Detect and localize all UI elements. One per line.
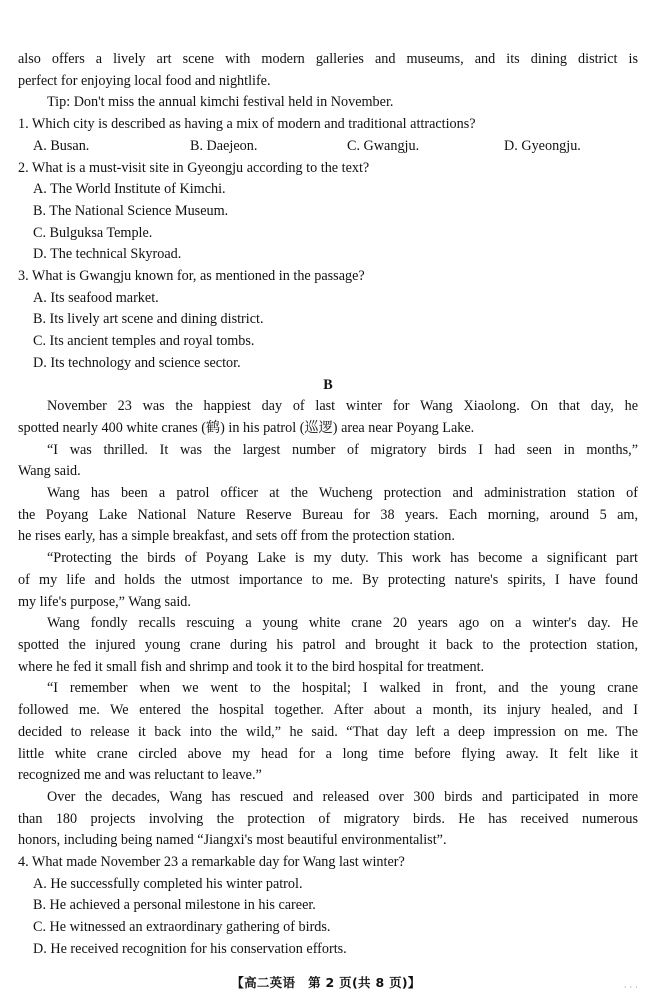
option-b: B. Its lively art scene and dining district. [33, 311, 264, 328]
passage-b-line: “I was thrilled. It was the largest number of migratory birds I had seen in months,” [47, 441, 638, 458]
question-2-stem: 2. What is a must-visit site in Gyeongju according to the text? [18, 159, 370, 176]
passage-b-line: recognized me and was reluctant to leave.” [18, 767, 262, 784]
passage-b-line: little white crane circled above my head for a long time before flying away. It felt like it [18, 745, 638, 762]
question-3-stem: 3. What is Gwangju known for, as mentioned in the passage? [18, 268, 365, 285]
option-c: C. He witnessed an extraordinary gathering of birds. [33, 919, 331, 936]
passage-b-line: my life's purpose,” Wang said. [18, 593, 191, 610]
tip-text: Tip: Don't miss the annual kimchi festival held in November. [47, 94, 394, 111]
passage-b-line: decided to release it back into the wild,” he said. “That day left a deep impression on me. The [18, 723, 638, 740]
option-c: C. Gwangju. [347, 137, 420, 154]
question-1-stem: 1. Which city is described as having a mix of modern and traditional attractions? [18, 116, 476, 133]
passage-b-line: of my life and holds the utmost importance to me. By protecting nature's spirits, I have found [18, 571, 638, 588]
exam-page [18, 49, 638, 961]
option-d: D. The technical Skyroad. [33, 246, 182, 263]
passage-b-line: Wang fondly recalls rescuing a young white crane 20 years ago on a winter's day. He [47, 615, 638, 632]
passage-b-line: Wang has been a patrol officer at the Wucheng protection and administration station of [47, 485, 638, 502]
passage-b-line: followed me. We entered the hospital together. After about a month, its injury healed, and I [18, 702, 638, 719]
option-b: B. The National Science Museum. [33, 202, 229, 219]
option-a: A. He successfully completed his winter patrol. [33, 875, 303, 892]
section-b-heading: B [323, 376, 333, 393]
passage-b-line: Wang said. [18, 463, 81, 480]
option-a: A. The World Institute of Kimchi. [33, 181, 226, 198]
option-c: C. Its ancient temples and royal tombs. [33, 333, 255, 350]
passage-b-line: “Protecting the birds of Poyang Lake is my duty. This work has become a significant part [47, 550, 638, 567]
option-d: D. Its technology and science sector. [33, 354, 241, 371]
option-d: D. Gyeongju. [504, 137, 581, 154]
question-1-options [18, 136, 638, 158]
passage-b-line: he rises early, has a simple breakfast, and sets off from the protection station. [18, 528, 455, 545]
option-c: C. Bulguksa Temple. [33, 224, 153, 241]
page-footer: 【高二英语 第 2 页(共 8 页)】 [231, 975, 421, 990]
passage-text-line: also offers a lively art scene with modern galleries and museums, and its dining district is [18, 51, 638, 67]
option-a: A. Its seafood market. [33, 289, 159, 306]
passage-b-line: November 23 was the happiest day of last winter for Wang Xiaolong. On that day, he [47, 398, 638, 415]
corner-mark: · · · [623, 983, 638, 993]
passage-b-line: spotted the injured young crane during his patrol and brought it back to the protection station, [18, 636, 638, 653]
passage-b-line: honors, including being named “Jiangxi's most beautiful environmentalist”. [18, 832, 447, 849]
question-4-stem: 4. What made November 23 a remarkable day for Wang last winter? [18, 854, 405, 871]
passage-b-line: “I remember when we went to the hospital; I walked in front, and the young crane [47, 680, 638, 697]
option-d: D. He received recognition for his conservation efforts. [33, 940, 347, 957]
option-b: B. Daejeon. [190, 137, 258, 154]
passage-b-line: Over the decades, Wang has rescued and released over 300 birds and participated in more [47, 788, 638, 805]
passage-b-line: than 180 projects involving the protection of migratory birds. He has received numerous [18, 810, 638, 827]
option-a: A. Busan. [33, 137, 90, 154]
passage-b-line: where he fed it small fish and shrimp and took it to the bird hospital for treatment. [18, 658, 485, 675]
passage-b-line: spotted nearly 400 white cranes (鹤) in his patrol (巡逻) area near Poyang Lake. [18, 419, 475, 436]
option-b: B. He achieved a personal milestone in his career. [33, 897, 316, 914]
passage-b-line: the Poyang Lake National Nature Reserve Bureau for 38 years. Each morning, around 5 am, [18, 506, 638, 523]
passage-text-line: perfect for enjoying local food and nightlife. [18, 72, 271, 89]
